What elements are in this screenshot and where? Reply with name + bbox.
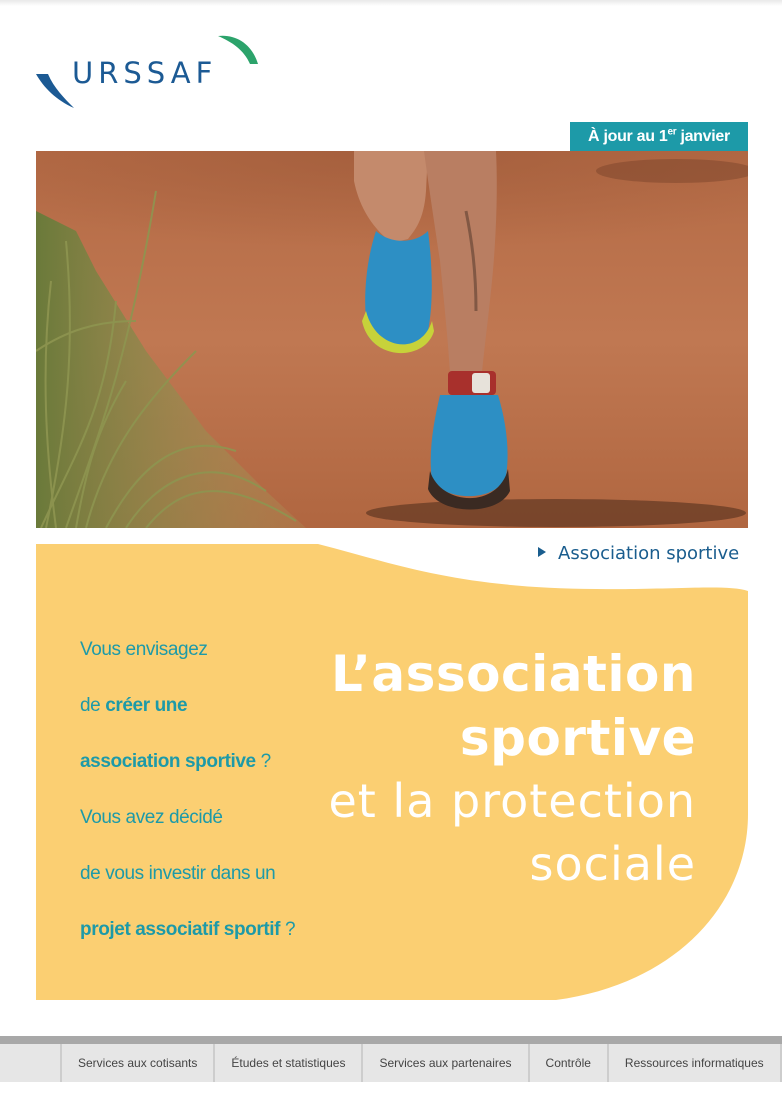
intro-text: ? bbox=[280, 919, 296, 940]
footer-link-controle[interactable]: Contrôle bbox=[528, 1044, 607, 1082]
document-title bbox=[328, 642, 696, 896]
intro-text: ? bbox=[255, 751, 271, 772]
intro-line bbox=[80, 635, 340, 691]
date-superscript: er bbox=[667, 126, 677, 138]
date-prefix: À jour au 1 bbox=[588, 128, 668, 145]
intro-questions bbox=[80, 635, 340, 971]
footer-link-etudes-statistiques[interactable]: Études et statistiques bbox=[213, 1044, 361, 1082]
title-line-1: L’association bbox=[331, 645, 696, 703]
top-shadow bbox=[0, 0, 782, 6]
date-suffix: janvier bbox=[680, 128, 730, 145]
title-line-2: sportive bbox=[459, 709, 696, 767]
intro-emphasis: association sportive bbox=[80, 751, 256, 772]
intro-line bbox=[80, 915, 340, 971]
intro-line bbox=[80, 803, 340, 859]
intro-emphasis: créer une bbox=[105, 695, 188, 716]
runner-photo bbox=[36, 151, 748, 528]
footer-divider bbox=[0, 1036, 782, 1044]
triangle-right-icon bbox=[538, 547, 546, 557]
update-date-badge bbox=[570, 122, 748, 152]
category-label[interactable] bbox=[538, 543, 739, 564]
intro-text: Vous avez décidé bbox=[80, 807, 223, 828]
footer-link-services-cotisants[interactable]: Services aux cotisants bbox=[60, 1044, 213, 1082]
category-text: Association sportive bbox=[558, 543, 740, 564]
footer-nav bbox=[60, 1044, 782, 1082]
footer-link-services-partenaires[interactable]: Services aux partenaires bbox=[361, 1044, 527, 1082]
footer-bar bbox=[0, 1036, 782, 1082]
intro-line bbox=[80, 747, 340, 803]
urssaf-logo bbox=[30, 30, 270, 112]
logo-wordmark: URSSAF bbox=[72, 56, 218, 90]
intro-text: de vous investir dans un bbox=[80, 863, 276, 884]
intro-text: Vous envisagez bbox=[80, 639, 208, 660]
runner-illustration bbox=[36, 151, 748, 528]
intro-text: de bbox=[80, 695, 106, 716]
title-line-3: et la protection bbox=[328, 774, 696, 828]
intro-line bbox=[80, 859, 340, 915]
intro-emphasis: projet associatif sportif bbox=[80, 919, 281, 940]
intro-line bbox=[80, 691, 340, 747]
title-line-4: sociale bbox=[529, 837, 696, 891]
footer-link-ressources-informatiques[interactable]: Ressources informatiques bbox=[607, 1044, 782, 1082]
